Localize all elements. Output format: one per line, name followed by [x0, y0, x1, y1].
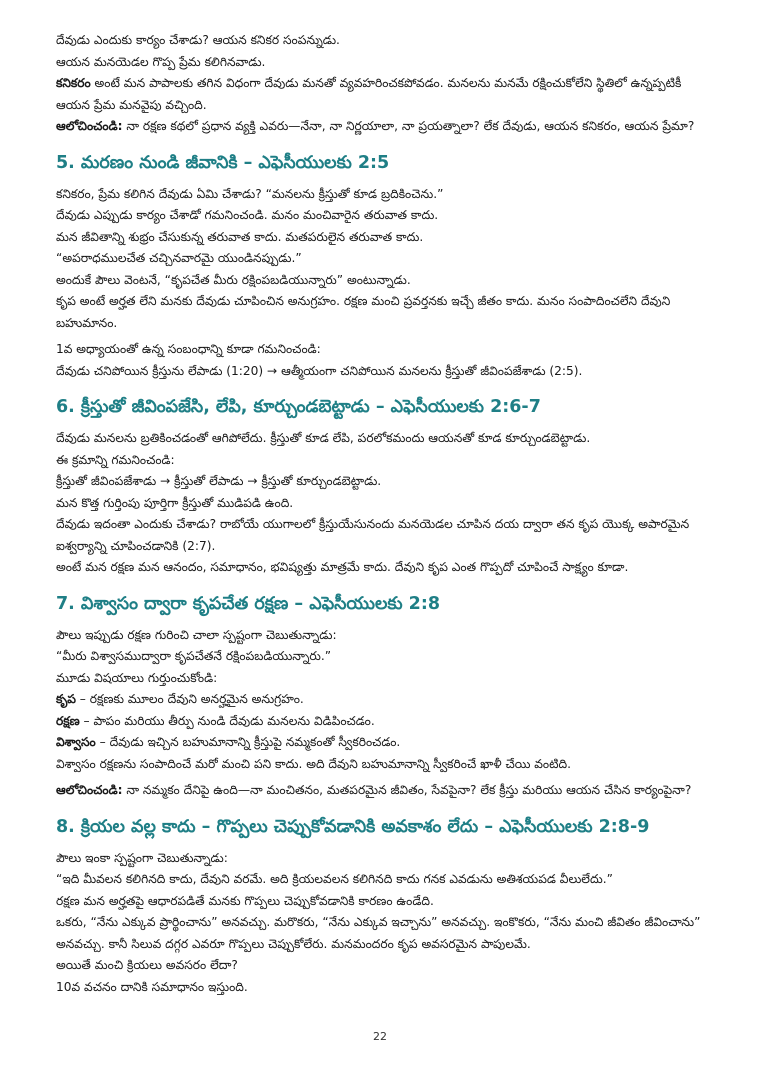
s6-line: అంటే మన రక్షణ మన ఆనందం, సమాధానం, భవిష్యత్తు మాత్రమే కాదు. దేవుని కృప ఎంత గొప్పదో చూపించే సాక్ష్యం కూడా. [56, 560, 629, 574]
section-6-heading: 6. క్రీస్తుతో జీవింపజేసి, లేపి, కూర్చుండబెట్టాడు – ఎఫెసీయులకు 2:6-7 [56, 397, 541, 417]
salvation-term: రక్షణ [56, 713, 80, 728]
mercy-definition [56, 73, 704, 116]
reflect-term-1: ఆలోచించండి: [56, 119, 123, 133]
faith-term: విశ్వాసం [56, 735, 96, 749]
s8-line: ఒకరు, “నేను ఎక్కువ ప్రార్థించాను” అనవచ్చు. మరొకరు, “నేను ఎక్కువ ఇచ్చాను” అనవచ్చు. ఇంకొకరు, “నేను మంచి జీవితం జీవించాను” అనవచ్చు. కానీ సిలువ దగ్గర ఎవరూ గొప్పలు చెప్పుకోలేరు. మనమందరం కృప అవసరమైన పాపులమే. [56, 915, 701, 951]
s6-line: ఈ క్రమాన్ని గమనించండి: [56, 452, 175, 467]
s5-line: 1వ అధ్యాయంతో ఉన్న సంబంధాన్ని కూడా గమనించండి: [56, 342, 321, 356]
section-8-heading: 8. క్రియల వల్ల కాదు – గొప్పలు చెప్పుకోవడానికి అవకాశం లేదు – ఎఫెసీయులకు 2:8-9 [56, 816, 650, 837]
s5-line: దేవుడు చనిపోయిన క్రీస్తును లేపాడు (1:20) → ఆత్మీయంగా చనిపోయిన మనలను క్రీస్తుతో జీవింపజేశాడు (2:5). [56, 363, 583, 378]
s5-line: దేవుడు ఎప్పుడు కార్యం చేశాడో గమనించండి. మనం మంచివారైన తరువాత కాదు. [56, 208, 439, 222]
s7-line: మూడు విషయాలు గుర్తుంచుకోండి: [56, 670, 218, 685]
reflect-text-1: నా రక్షణ కథలో ప్రధాన వ్యక్తి ఎవరు—నేనా, నా నిర్ణయాలా, నా ప్రయత్నాలా? లేక దేవుడు, ఆయన కనికరం, ఆయన ప్రేమా? [122, 119, 695, 133]
s8-line: 10వ వచనం దానికి సమాధానం ఇస్తుంది. [56, 979, 248, 994]
intro-line-2: ఆయన మనయెడల గొప్ప ప్రేమ కలిగినవాడు. [56, 54, 266, 69]
reflect-paragraph-2 [56, 780, 704, 802]
s6-line: క్రీస్తుతో జీవింపజేశాడు → క్రీస్తుతో లేపాడు → క్రీస్తుతో కూర్చుండబెట్టాడు. [56, 474, 382, 488]
s6-line: దేవుడు మనలను బ్రతికించడంతో ఆగిపోలేదు. క్రీస్తుతో కూడ లేపి, పరలోకమందు ఆయనతో కూడ కూర్చుండబెట్టాడు. [56, 431, 591, 445]
s7-term-line [56, 711, 704, 733]
s8-line: రక్షణ మన అర్హతపై ఆధారపడితే మనకు గొప్పలు చెప్పుకోవడానికి కారణం ఉండేది. [56, 893, 434, 908]
reflect-text-2: నా నమ్మకం దేనిపై ఉంది—నా మంచితనం, మతపరమైన జీవితం, సేవపైనా? లేక క్రీస్తు మరియు ఆయన చేసిన కార్యంపైనా? [122, 783, 692, 797]
grace-text: – రక్షణకు మూలం దేవుని అనర్హమైన అనుగ్రహం. [75, 692, 304, 706]
reflect-paragraph-1 [56, 116, 704, 138]
s8-line: “ఇది మీవలన కలిగినది కాదు, దేవుని వరమే. అది క్రియలవలన కలిగినది కాదు గనక ఎవడును అతిశయపడ వీలులేదు.” [56, 872, 613, 886]
s5-line: మన జీవితాన్ని శుభ్రం చేసుకున్న తరువాత కాదు. మతపరులైన తరువాత కాదు. [56, 229, 424, 244]
section-7-heading: 7. విశ్వాసం ద్వారా కృపచేత రక్షణ – ఎఫెసీయులకు 2:8 [56, 593, 441, 614]
salvation-text: – పాపం మరియు తీర్పు నుండి దేవుడు మనలను విడిపించడం. [79, 713, 375, 728]
mercy-term: కనికరం [56, 76, 91, 90]
section-5-heading: 5. మరణం నుండి జీవానికి – ఎఫెసీయులకు 2:5 [56, 152, 390, 173]
s6-line: దేవుడు ఇదంతా ఎందుకు చేశాడు? రాబోయే యుగాలలో క్రీస్తుయేసునందు మనయెడల చూపిన దయ ద్వారా తన కృప యొక్క అపారమైన ఐశ్వర్యాన్ని చూపించడానికి (2:7). [56, 517, 690, 553]
s7-line: విశ్వాసం రక్షణను సంపాదించే మరో మంచి పని కాదు. అది దేవుని బహుమానాన్ని స్వీకరించే ఖాళీ చేయి వంటిది. [56, 756, 571, 771]
s5-line: అందుకే పౌలు వెంటనే, “కృపచేత మీరు రక్షింపబడియున్నారు” అంటున్నాడు. [56, 272, 411, 287]
s8-line: అయితే మంచి క్రియలు అవసరం లేదా? [56, 958, 238, 972]
s5-line: కృప అంటే అర్హత లేని మనకు దేవుడు చూపించిన అనుగ్రహం. రక్షణ మంచి ప్రవర్తనకు ఇచ్చే జీతం కాదు. మనం సంపాదించలేని దేవుని బహుమానం. [56, 294, 671, 330]
s7-term-line [56, 689, 704, 711]
grace-term: కృప [56, 692, 76, 706]
intro-line-1: దేవుడు ఎందుకు కార్యం చేశాడు? ఆయన కనికర సంపన్నుడు. [56, 33, 340, 47]
s8-line: పౌలు ఇంకా స్పష్టంగా చెబుతున్నాడు: [56, 850, 228, 865]
reflect-term-2: ఆలోచించండి: [56, 783, 123, 797]
s5-line: “అపరాధములచేత చచ్చినవారమై యుండినప్పుడు.” [56, 251, 302, 265]
page-number: 22 [373, 1030, 387, 1043]
s5-line: కనికరం, ప్రేమ కలిగిన దేవుడు ఏమి చేశాడు? “మనలను క్రీస్తుతో కూడ బ్రదికించెను.” [56, 186, 444, 201]
mercy-text: అంటే మన పాపాలకు తగిన విధంగా దేవుడు మనతో వ్యవహరించకపోవడం. మనలను మనమే రక్షించుకోలేని స్థితిలో ఉన్నప్పటికీ ఆయన ప్రేమ మనవైపు వచ్చింది. [56, 76, 682, 112]
s7-line: “మీరు విశ్వాసముద్వారా కృపచేతనే రక్షింపబడియున్నారు.” [56, 649, 332, 663]
s7-line: పౌలు ఇప్పుడు రక్షణ గురించి చాలా స్పష్టంగా చెబుతున్నాడు: [56, 627, 337, 642]
s7-term-line [56, 732, 704, 754]
faith-text: – దేవుడు ఇచ్చిన బహుమానాన్ని క్రీస్తుపై నమ్మకంతో స్వీకరించడం. [95, 735, 401, 749]
s6-line: మన కొత్త గుర్తింపు పూర్తిగా క్రీస్తుతో ముడిపడి ఉంది. [56, 495, 294, 510]
